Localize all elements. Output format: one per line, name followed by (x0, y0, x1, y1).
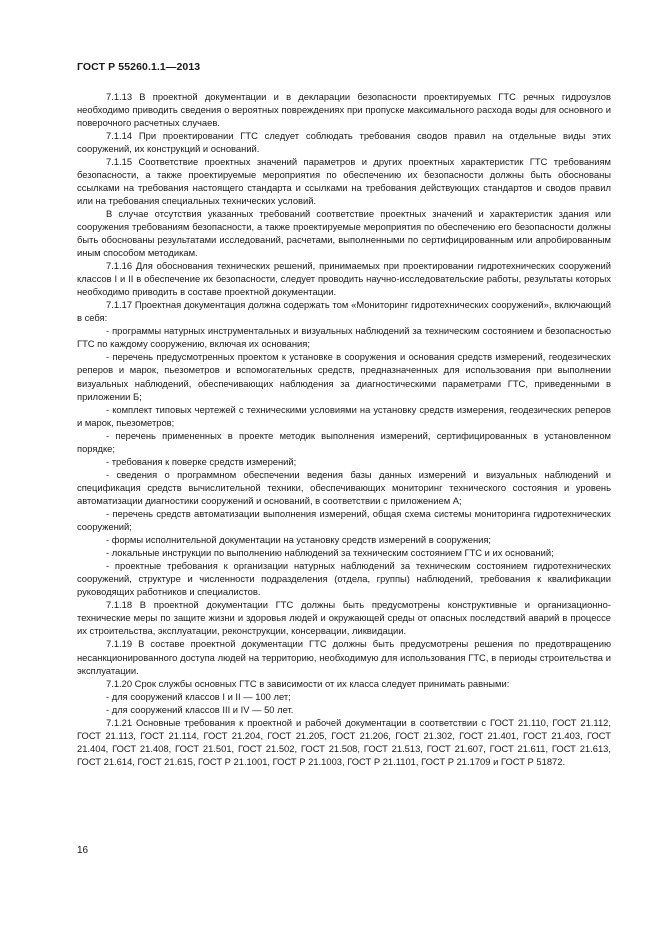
paragraph-7-1-15: 7.1.15 Соответствие проектных значений параметров и других проектных характеристик ГТС требованиям безопасности, а также проектируемые мероприятия по обеспечению их безопасности должны быть обоснованы ссылками на требования настоящего стандарта и ссылками на требования действующих стандартов и сводов правил или на требования специальных технических условий. (77, 155, 611, 206)
list-item: - формы исполнительной документации на установку средств измерений в сооружения; (106, 534, 492, 546)
paragraph-7-1-19: 7.1.19 В составе проектной документации ГТС должны быть предусмотрены решения по предотвращению несанкционированного доступа людей на территорию, необходимую для использования ГТС, в периоды строительства и эксплуатации. (77, 638, 611, 676)
paragraph-7-1-15-continuation: В случае отсутствия указанных требований соответствие проектных значений и характеристик здания или сооружения требованиям безопасности, а также проектируемые мероприятия по обеспечению его безопасности должны быть обоснованы результатами исследований, расчетами, выполненными по сертифицированным или апробированным иным способом методикам. (77, 207, 611, 259)
list-item: - перечень предусмотренных проектом к установке в сооружения и основания средств измерений, геодезических реперов и марок, пьезометров и вспомогательных средств, предназначенных для использования при выполнении визуальных наблюдений, обеспечивающих наблюдения за диагностическими параметрами ГТС, приведенными в приложении Б; (77, 351, 611, 402)
list-item: - локальные инструкции по выполнению наблюдений за техническим состоянием ГТС и их оснований; (106, 547, 554, 559)
paragraph-7-1-18: 7.1.18 В проектной документации ГТС должны быть предусмотрены конструктивные и организационно-технические меры по защите жизни и здоровья людей и окружающей среды от опасных последствий аварий в процессе их строительства, эксплуатации, реконструкции, консервации, ликвидации. (77, 599, 611, 637)
list-item: - проектные требования к организации натурных наблюдений за техническим состоянием гидротехнических сооружений, структуре и численности подразделения (отдела, группы) наблюдений, требования к квалификации руководящих работников и специалистов. (77, 560, 611, 598)
list-item: - для сооружений классов III и IV — 50 лет. (106, 703, 294, 715)
list-item: - для сооружений классов I и II — 100 лет; (106, 690, 291, 702)
list-item: - перечень средств автоматизации выполнения измерений, общая схема системы мониторинга гидротехнических сооружений; (77, 508, 611, 533)
document-body (77, 90, 611, 768)
document-header: ГОСТ Р 55260.1.1—2013 (77, 61, 201, 73)
paragraph-7-1-21: 7.1.21 Основные требования к проектной и рабочей документации в соответствии с ГОСТ 21.110, ГОСТ 21.112, ГОСТ 21.113, ГОСТ 21.114, ГОСТ 21.204, ГОСТ 21.205, ГОСТ 21.206, ГОСТ 21.302, ГОСТ 21.401, ГОСТ 21.403, ГОСТ 21.404, ГОСТ 21.408, ГОСТ 21.501, ГОСТ 21.502, ГОСТ 21.508, ГОСТ 21.513, ГОСТ 21.607, ГОСТ 21.611, ГОСТ 21.613, ГОСТ 21.614, ГОСТ 21.615, ГОСТ Р 21.1001, ГОСТ Р 21.1003, ГОСТ Р 21.1101, ГОСТ Р 21.1709 и ГОСТ Р 51872. (77, 716, 611, 767)
list-item: - перечень примененных в проекте методик выполнения измерений, сертифицированных в установленном порядке; (77, 429, 611, 454)
list-item: - комплект типовых чертежей с техническими условиями на установку средств измерения, геодезических реперов и марок, пьезометров; (77, 403, 611, 428)
paragraph-7-1-13: 7.1.13 В проектной документации и в декларации безопасности проектируемых ГТС речных гидроузлов необходимо приводить сведения о вероятных повреждениях при пропуске максимального расхода воды для основного и поверочного расчетных случаев. (77, 90, 611, 128)
page-number: 16 (77, 845, 89, 856)
list-item: - сведения о программном обеспечении ведения базы данных измерений и визуальных наблюдений и спецификация средств вычислительной техники, обеспечивающих мониторинг технического состояния и уровень автоматизации диагностики сооружений и оснований, в соответствии с приложением А; (77, 468, 611, 506)
paragraph-7-1-17: 7.1.17 Проектная документация должна содержать том «Мониторинг гидротехнических сооружений», включающий в себя: (77, 299, 611, 324)
list-item: - программы натурных инструментальных и визуальных наблюдений за техническим состоянием и безопасностью ГТС по каждому сооружению, включая их основания; (77, 325, 611, 350)
paragraph-7-1-14: 7.1.14 При проектировании ГТС следует соблюдать требования сводов правил на отдельные виды этих сооружений, их конструкций и оснований. (77, 129, 611, 154)
paragraph-7-1-16: 7.1.16 Для обоснования технических решений, принимаемых при проектировании гидротехнических сооружений классов I и II в обеспечение их безопасности, следует проводить научно-исследовательские работы, результаты которых необходимо приводить в составе проектной документации. (77, 260, 611, 298)
list-item: - требования к поверке средств измерений; (106, 455, 297, 467)
paragraph-7-1-20: 7.1.20 Срок службы основных ГТС в зависимости от их класса следует принимать равными: (106, 677, 510, 689)
